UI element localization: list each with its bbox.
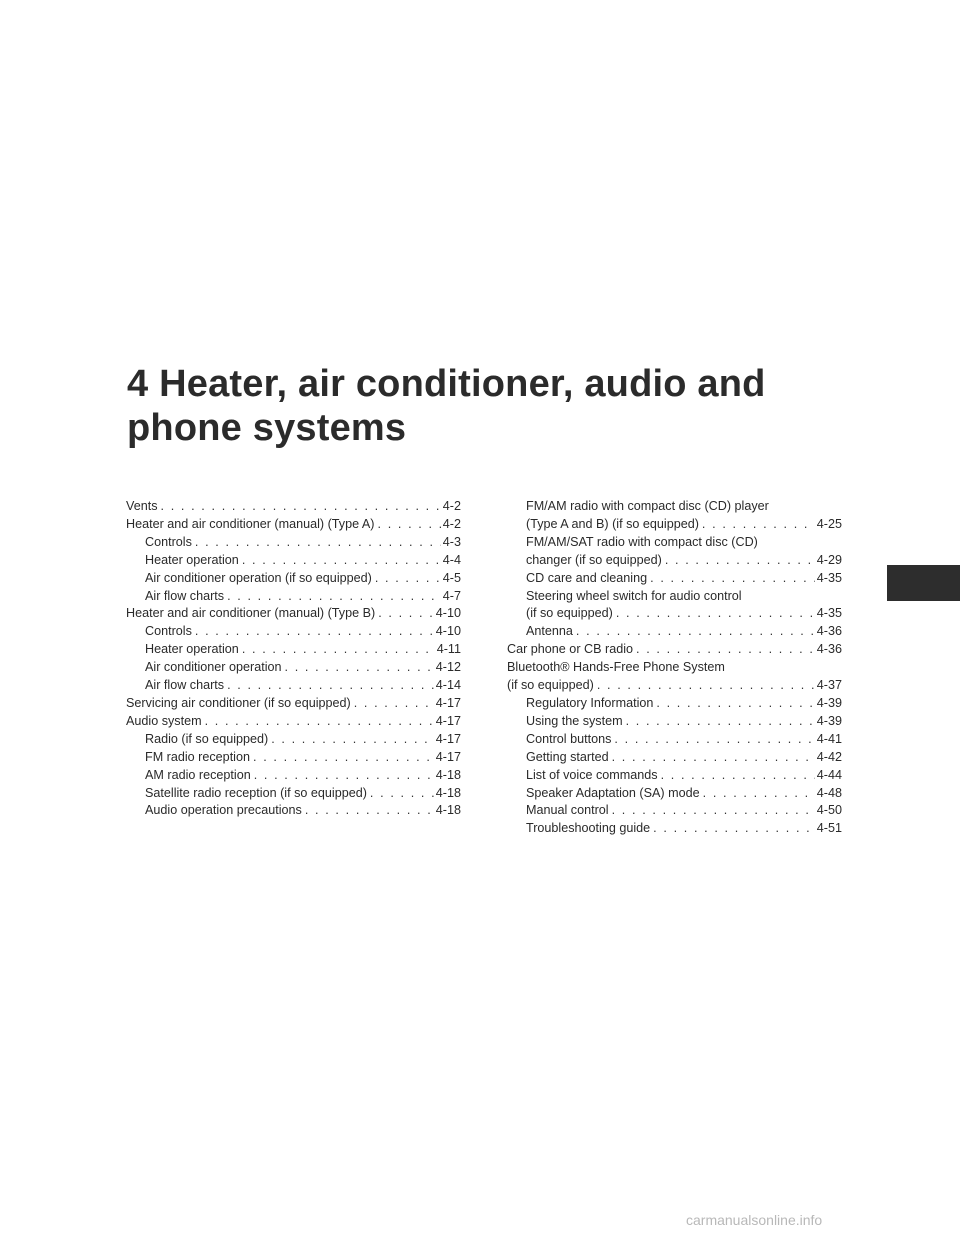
toc-page-number: 4-5 <box>442 570 461 585</box>
toc-entry-text-lead: Bluetooth® Hands-Free Phone System <box>507 660 725 675</box>
toc-page-number: 4-18 <box>435 803 461 818</box>
toc-entry[interactable] <box>126 695 461 713</box>
toc-entry[interactable] <box>126 749 461 767</box>
toc-entry[interactable] <box>126 641 461 659</box>
toc-entry[interactable] <box>126 713 461 731</box>
toc-page-number: 4-10 <box>435 606 461 621</box>
toc-entry-text: Air conditioner operation <box>145 660 282 675</box>
toc-entry-text: Car phone or CB radio <box>507 642 634 657</box>
toc-leader-dots <box>576 623 815 641</box>
toc-leader-dots <box>661 767 815 785</box>
toc-entry-text: Getting started <box>526 749 609 764</box>
toc-entry-text: FM radio reception <box>145 749 250 764</box>
toc-leader-dots <box>305 802 434 820</box>
toc-page-number: 4-12 <box>435 660 461 675</box>
toc-entry[interactable] <box>507 588 842 624</box>
toc-page-number: 4-41 <box>816 731 842 746</box>
toc-entry[interactable] <box>507 659 842 695</box>
toc-page-number: 4-3 <box>442 534 461 549</box>
toc-page-number: 4-25 <box>816 516 842 531</box>
toc-entry-text: Air flow charts <box>145 678 225 693</box>
toc-entry[interactable] <box>507 498 842 534</box>
toc-page-number: 4-51 <box>816 821 842 836</box>
toc-entry-text: changer (if so equipped) <box>526 552 662 567</box>
toc-leader-dots <box>612 802 815 820</box>
toc-leader-dots <box>285 659 434 677</box>
toc-right-column <box>507 498 842 838</box>
toc-leader-dots <box>650 570 815 588</box>
toc-leader-dots <box>665 552 815 570</box>
toc-page-number: 4-11 <box>436 642 461 657</box>
toc-page-number: 4-17 <box>435 731 461 746</box>
toc-entry[interactable] <box>507 802 842 820</box>
toc-entry[interactable] <box>126 767 461 785</box>
toc-entry[interactable] <box>126 552 461 570</box>
toc-leader-dots <box>242 552 441 570</box>
toc-entry-text: Troubleshooting guide <box>526 821 651 836</box>
toc-entry-text-lead: FM/AM radio with compact disc (CD) player <box>526 499 769 513</box>
toc-entry[interactable] <box>126 588 461 606</box>
toc-entry[interactable] <box>126 570 461 588</box>
toc-entry-text: Regulatory Information <box>526 695 654 710</box>
toc-leader-dots <box>626 713 815 731</box>
toc-page-number: 4-17 <box>435 713 461 728</box>
toc-entry-text: Radio (if so equipped) <box>145 731 269 746</box>
toc-page-number: 4-29 <box>816 552 842 567</box>
toc-leader-dots <box>636 641 815 659</box>
toc-page-number: 4-17 <box>435 749 461 764</box>
toc-entry-text: (if so equipped) <box>526 606 613 621</box>
toc-leader-dots <box>653 820 815 838</box>
toc-entry[interactable] <box>507 641 842 659</box>
toc-entry-text: Antenna <box>526 624 573 639</box>
chapter-tab <box>887 565 960 601</box>
toc-entry-text: Satellite radio reception (if so equipped) <box>145 785 367 800</box>
toc-leader-dots <box>354 695 434 713</box>
toc-leader-dots <box>370 785 434 803</box>
toc-entry[interactable] <box>507 731 842 749</box>
toc-leader-dots <box>254 767 434 785</box>
toc-page-number: 4-14 <box>435 678 461 693</box>
toc-leader-dots <box>616 605 815 623</box>
toc-leader-dots <box>378 605 434 623</box>
toc-entry-text: Audio system <box>126 713 202 728</box>
toc-entry[interactable] <box>507 570 842 588</box>
toc-entry-text: AM radio reception <box>145 767 251 782</box>
toc-page-number: 4-36 <box>816 642 842 657</box>
toc-leader-dots <box>205 713 434 731</box>
toc-page-number: 4-48 <box>816 785 842 800</box>
toc-leader-dots <box>242 641 435 659</box>
toc-leader-dots <box>161 498 441 516</box>
toc-entry-text-lead: Steering wheel switch for audio control <box>526 588 742 603</box>
toc-entry-text: Using the system <box>526 713 623 728</box>
toc-entry-text: (if so equipped) <box>507 678 594 693</box>
toc-entry[interactable] <box>126 731 461 749</box>
toc-entry[interactable] <box>126 785 461 803</box>
toc-page-number: 4-18 <box>435 785 461 800</box>
toc-leader-dots <box>195 623 434 641</box>
toc-entry-text: Servicing air conditioner (if so equipped) <box>126 695 351 710</box>
toc-leader-dots <box>227 588 441 606</box>
toc-entry-text-lead: FM/AM/SAT radio with compact disc (CD) <box>526 534 758 549</box>
toc-entry-text: Manual control <box>526 803 609 818</box>
toc-entry-text: Air conditioner operation (if so equipped) <box>145 570 372 585</box>
toc-page-number: 4-18 <box>435 767 461 782</box>
toc-leader-dots <box>378 516 441 534</box>
toc-entry-text: Control buttons <box>526 731 612 746</box>
toc-page-number: 4-2 <box>442 516 461 531</box>
toc-leader-dots <box>614 731 814 749</box>
toc-entry[interactable] <box>126 659 461 677</box>
toc-page-number: 4-44 <box>816 767 842 782</box>
toc-page-number: 4-42 <box>816 749 842 764</box>
toc-left-column <box>126 498 461 820</box>
toc-entry[interactable] <box>126 677 461 695</box>
toc-entry-text: Heater operation <box>145 552 239 567</box>
toc-entry[interactable] <box>507 749 842 767</box>
toc-leader-dots <box>702 516 815 534</box>
toc-leader-dots <box>612 749 815 767</box>
toc-page-number: 4-36 <box>816 624 842 639</box>
toc-entry-text: CD care and cleaning <box>526 570 648 585</box>
toc-entry[interactable] <box>507 623 842 641</box>
toc-entry[interactable] <box>507 785 842 803</box>
toc-page-number: 4-2 <box>442 499 461 513</box>
toc-entry-text: Speaker Adaptation (SA) mode <box>526 785 700 800</box>
toc-leader-dots <box>227 677 434 695</box>
toc-leader-dots <box>195 534 441 552</box>
toc-page-number: 4-35 <box>816 570 842 585</box>
toc-page-number: 4-50 <box>816 803 842 818</box>
toc-leader-dots <box>271 731 434 749</box>
toc-entry-text: (Type A and B) (if so equipped) <box>526 516 699 531</box>
toc-leader-dots <box>253 749 434 767</box>
toc-entry-text: Air flow charts <box>145 588 225 603</box>
toc-entry[interactable] <box>507 713 842 731</box>
toc-leader-dots <box>656 695 814 713</box>
toc-page-number: 4-39 <box>816 695 842 710</box>
toc-page-number: 4-35 <box>816 606 842 621</box>
toc-entry[interactable] <box>126 623 461 641</box>
toc-entry-text: List of voice commands <box>526 767 658 782</box>
toc-entry[interactable] <box>507 767 842 785</box>
toc-leader-dots <box>703 785 815 803</box>
toc-entry-text: Controls <box>145 624 192 639</box>
watermark: carmanualsonline.info <box>686 1212 823 1228</box>
toc-entry[interactable] <box>507 695 842 713</box>
toc-page-number: 4-7 <box>442 588 461 603</box>
toc-entry-text: Heater and air conditioner (manual) (Type B) <box>126 606 376 621</box>
toc-entry-text: Vents <box>126 499 158 513</box>
toc-entry-text: Heater operation <box>145 642 239 657</box>
toc-leader-dots <box>597 677 815 695</box>
toc-page-number: 4-17 <box>435 695 461 710</box>
chapter-title: 4 Heater, air conditioner, audio and phone systems <box>127 363 766 449</box>
toc-entry[interactable] <box>126 516 461 534</box>
toc-page-number: 4-37 <box>816 678 842 693</box>
toc-entry[interactable] <box>126 605 461 623</box>
toc-page-number: 4-39 <box>816 713 842 728</box>
toc-entry[interactable] <box>507 534 842 570</box>
toc-page-number: 4-10 <box>435 624 461 639</box>
toc-leader-dots <box>375 570 441 588</box>
toc-entry-text: Heater and air conditioner (manual) (Type A) <box>126 516 375 531</box>
toc-page-number: 4-4 <box>442 552 461 567</box>
toc-entry[interactable] <box>126 534 461 552</box>
toc-entry[interactable] <box>507 820 842 838</box>
toc-entry-text: Audio operation precautions <box>145 803 302 818</box>
toc-entry[interactable] <box>126 498 461 516</box>
toc-entry-text: Controls <box>145 534 192 549</box>
toc-entry[interactable] <box>126 802 461 820</box>
